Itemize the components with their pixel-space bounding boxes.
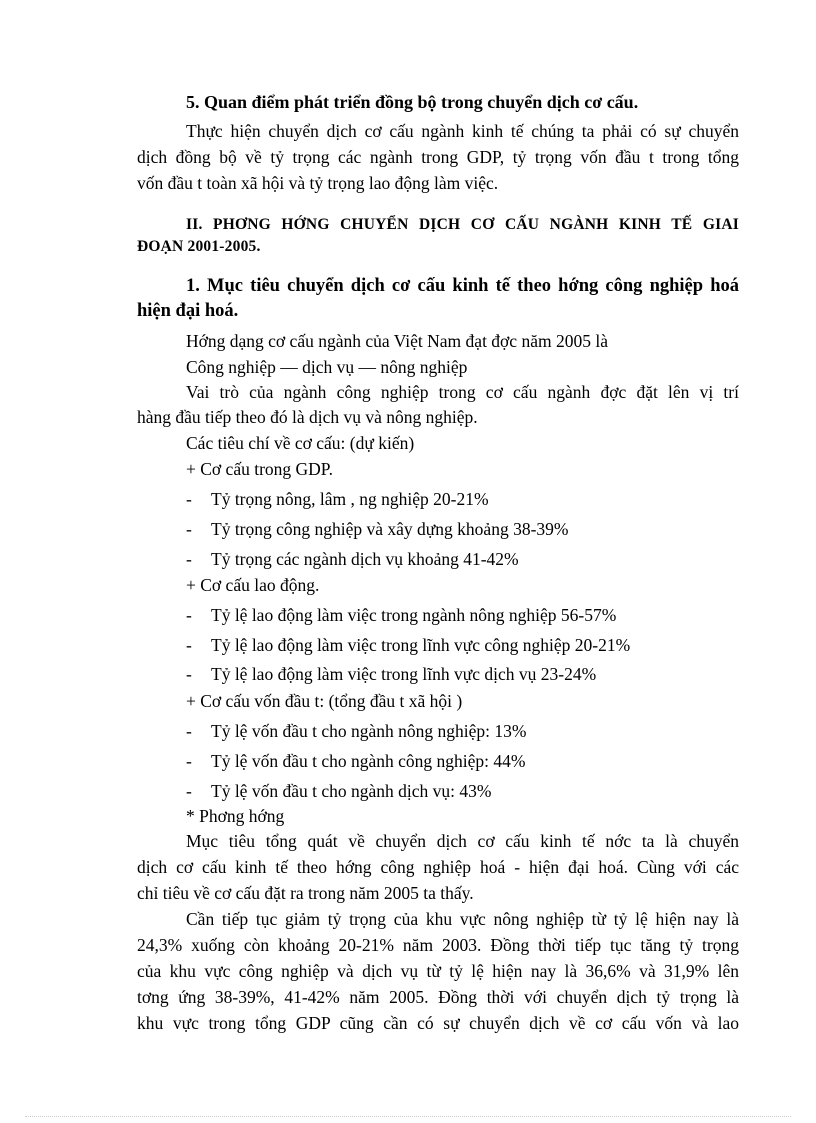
paragraph-line: 24,3% xuống còn khoảng 20-21% năm 2003. Đồng thời tiếp tục tăng tỷ trọng: [137, 935, 739, 955]
paragraph-line: Thực hiện chuyển dịch cơ cấu ngành kinh tế chúng ta phải có sự chuyển: [186, 121, 739, 141]
paragraph-line: chỉ tiêu về cơ cấu đặt ra trong năm 2005 ta thấy.: [137, 883, 474, 903]
bullet-dash: -: [186, 664, 192, 684]
paragraph-line: của khu vực công nghiệp và dịch vụ từ tỷ lệ hiện nay là 36,6% và 31,9% lên: [137, 961, 739, 981]
paragraph-line: dịch đồng bộ về tỷ trọng các ngành trong GDP, tỷ trọng vốn đầu t trong tổng: [137, 147, 739, 167]
bullet-dash: -: [186, 605, 192, 625]
list-item: Tỷ lệ lao động làm việc trong lĩnh vực dịch vụ 23-24%: [211, 664, 597, 684]
paragraph-line: khu vực trong tổng GDP cũng cần có sự chuyển dịch về cơ cấu vốn và lao: [137, 1013, 739, 1033]
list-item: Tỷ lệ vốn đầu t cho ngành dịch vụ: 43%: [211, 781, 492, 801]
bullet-dash: -: [186, 781, 192, 801]
section-ii-heading-cont: ĐOẠN 2001-2005.: [137, 238, 261, 255]
list-item: Tỷ lệ vốn đầu t cho ngành nông nghiệp: 13%: [211, 721, 527, 741]
bullet-dash: -: [186, 549, 192, 569]
paragraph-line: vốn đầu t toàn xã hội và tỷ trọng lao động làm việc.: [137, 173, 499, 193]
list-item: Tỷ lệ lao động làm việc trong lĩnh vực công nghiệp 20-21%: [211, 635, 631, 655]
bullet-dash: -: [186, 519, 192, 539]
page-bottom-divider: [25, 1116, 791, 1117]
paragraph-line: dịch cơ cấu kinh tế theo hớng công nghiệp hoá - hiện đại hoá. Cùng với các: [137, 857, 739, 877]
list-item: Tỷ trọng các ngành dịch vụ khoảng 41-42%: [211, 549, 519, 569]
list-item: Tỷ trọng nông, lâm , ng nghiệp 20-21%: [211, 489, 489, 509]
body-line: Công nghiệp — dịch vụ — nông nghiệp: [186, 357, 468, 377]
investment-structure-title: + Cơ cấu vốn đầu t: (tổng đầu t xã hội ): [186, 691, 463, 711]
paragraph-line: Cần tiếp tục giảm tỷ trọng của khu vực nông nghiệp từ tỷ lệ hiện nay là: [186, 909, 739, 929]
body-line: Các tiêu chí về cơ cấu: (dự kiến): [186, 433, 415, 453]
paragraph-line: Mục tiêu tổng quát về chuyển dịch cơ cấu kinh tế nớc ta là chuyển: [186, 831, 739, 851]
list-item: Tỷ trọng công nghiệp và xây dựng khoảng 38-39%: [211, 519, 569, 539]
section-ii-heading: II. PHƠNG HỚNG CHUYỂN DỊCH CƠ CẤU NGÀNH KINH TẾ GIAI: [186, 216, 739, 233]
section-5-heading: 5. Quan điểm phát triển đồng bộ trong chuyển dịch cơ cấu.: [186, 92, 639, 112]
section-1-heading-cont: hiện đại hoá.: [137, 301, 239, 321]
direction-title: * Phơng hớng: [186, 806, 285, 826]
body-line: Vai trò của ngành công nghiệp trong cơ cấu ngành đợc đặt lên vị trí: [186, 382, 739, 402]
bullet-dash: -: [186, 489, 192, 509]
bullet-dash: -: [186, 635, 192, 655]
list-item: Tỷ lệ vốn đầu t cho ngành công nghiệp: 44%: [211, 751, 526, 771]
labor-structure-title: + Cơ cấu lao động.: [186, 575, 320, 595]
bullet-dash: -: [186, 751, 192, 771]
body-line: hàng đầu tiếp theo đó là dịch vụ và nông nghiệp.: [137, 407, 478, 427]
gdp-structure-title: + Cơ cấu trong GDP.: [186, 459, 333, 479]
body-line: Hớng dạng cơ cấu ngành của Việt Nam đạt đợc năm 2005 là: [186, 331, 608, 351]
section-1-heading: 1. Mục tiêu chuyển dịch cơ cấu kinh tế theo hớng công nghiệp hoá: [186, 276, 739, 296]
paragraph-line: tơng ứng 38-39%, 41-42% năm 2005. Đồng thời với chuyển dịch tỷ trọng là: [137, 987, 739, 1007]
list-item: Tỷ lệ lao động làm việc trong ngành nông nghiệp 56-57%: [211, 605, 617, 625]
bullet-dash: -: [186, 721, 192, 741]
